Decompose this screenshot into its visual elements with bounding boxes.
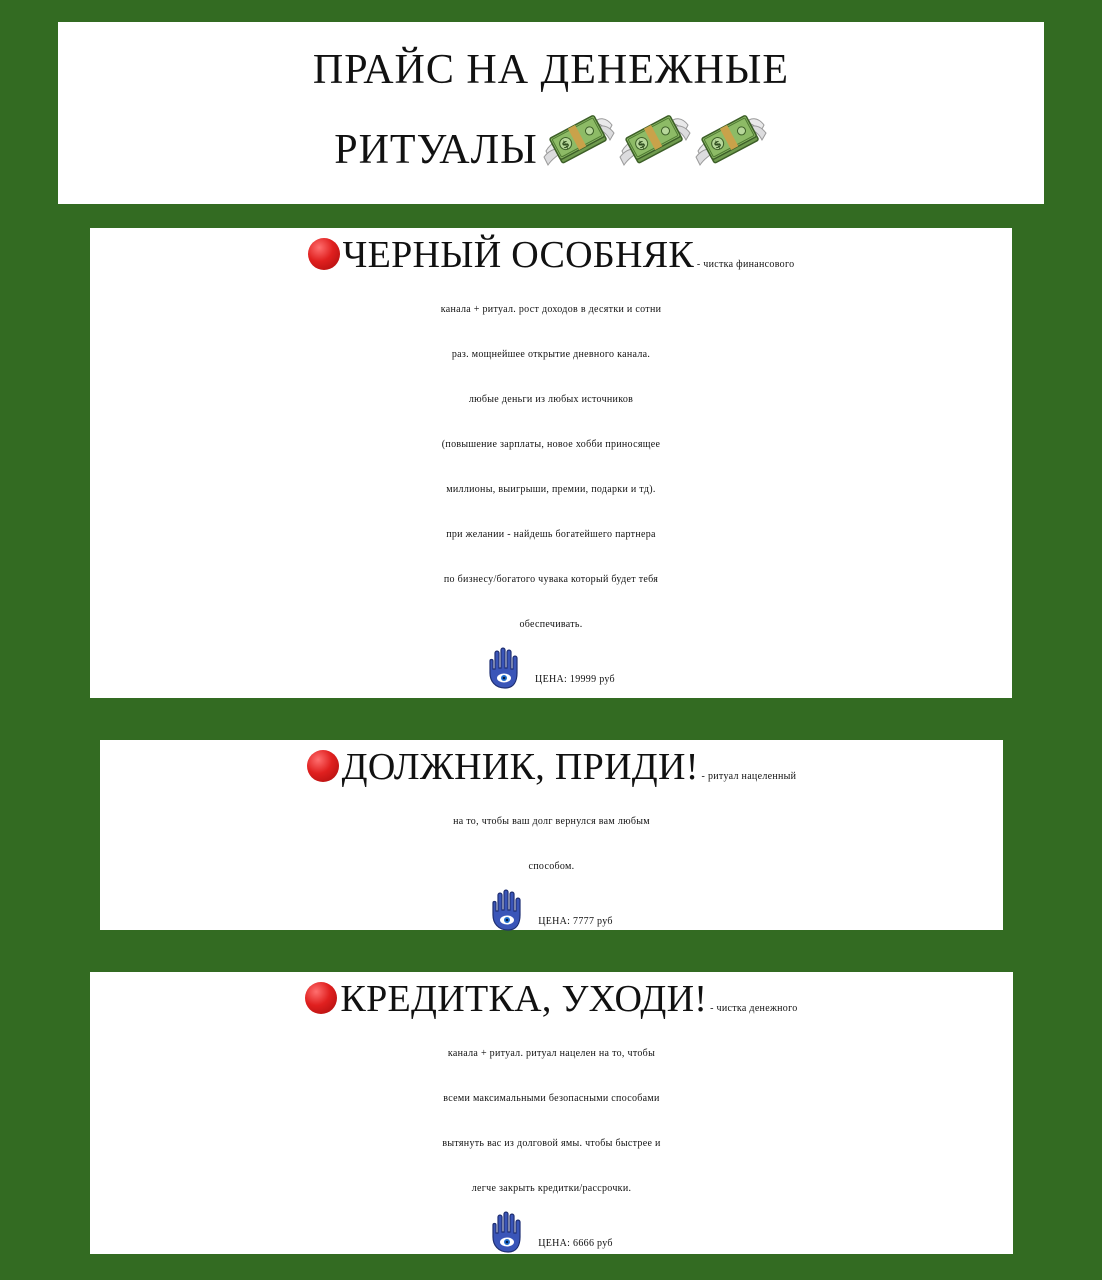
page-title-line-1: ПРАЙС НА ДЕНЕЖНЫЕ: [312, 47, 790, 93]
red-circle-icon: [308, 238, 340, 270]
card-heading: [100, 745, 1003, 799]
hamsa-icon: [490, 1211, 526, 1253]
title-icons: [542, 111, 768, 169]
card-heading: [90, 233, 1012, 287]
price-row: [90, 647, 1012, 702]
money-with-wings-icon: [542, 111, 616, 169]
page-title-line-2: РИТУАЛЫ: [334, 127, 538, 173]
card-description-line: на то, чтобы ваш долг вернулся вам любым: [453, 816, 650, 827]
red-circle-icon: [305, 982, 337, 1014]
card-description-line: любые деньги из любых источников: [468, 394, 634, 405]
card-description-line: всеми максимальными безопасными способами: [443, 1093, 660, 1104]
price-label: ЦЕНА: 7777 руб: [538, 916, 613, 927]
card-description-line: способом.: [528, 861, 575, 872]
money-with-wings-icon: [618, 111, 692, 169]
hamsa-icon: [490, 889, 526, 931]
ritual-card-credit-card-leave: [90, 972, 1013, 1254]
card-description-line: - чистка финансового: [694, 259, 795, 270]
card-description-line: - чистка денежного: [707, 1003, 798, 1014]
card-description-line: обеспечивать.: [519, 619, 583, 630]
card-description-line: - ритуал нацеленный: [698, 771, 797, 782]
price-row: [90, 1211, 1013, 1266]
card-description-line: канала + ритуал. ритуал нацелен на то, чтобы: [447, 1048, 656, 1059]
ritual-card-black-mansion: [90, 228, 1012, 698]
hamsa-icon: [487, 647, 523, 689]
card-name: ЧЕРНЫЙ ОСОБНЯК: [342, 234, 695, 276]
card-description-line: по бизнесу/богатого чувака который будет тебя: [443, 574, 659, 585]
red-circle-icon: [307, 750, 339, 782]
price-label: ЦЕНА: 19999 руб: [535, 674, 615, 685]
title-panel: [58, 22, 1044, 204]
card-description-line: при желании - найдешь богатейшего партнера: [446, 529, 656, 540]
card-name: КРЕДИТКА, УХОДИ!: [340, 978, 708, 1020]
page-title-line-2-row: [58, 110, 1044, 190]
card-heading: [90, 977, 1013, 1031]
card-description-line: легче закрыть кредитки/рассрочки.: [471, 1183, 632, 1194]
card-description-line: вытянуть вас из долговой ямы. чтобы быстрее и: [442, 1138, 661, 1149]
price-row: [100, 889, 1003, 944]
card-description-line: (повышение зарплаты, новое хобби приносящее: [441, 439, 661, 450]
card-description-line: раз. мощнейшее открытие дневного канала.: [451, 349, 651, 360]
card-description-line: канала + ритуал. рост доходов в десятки и сотни: [440, 304, 662, 315]
card-description-line: миллионы, выигрыши, премии, подарки и тд).: [446, 484, 656, 495]
card-name: ДОЛЖНИК, ПРИДИ!: [341, 746, 699, 788]
ritual-card-debtor-come: [100, 740, 1003, 930]
money-with-wings-icon: [694, 111, 768, 169]
price-label: ЦЕНА: 6666 руб: [538, 1238, 613, 1249]
